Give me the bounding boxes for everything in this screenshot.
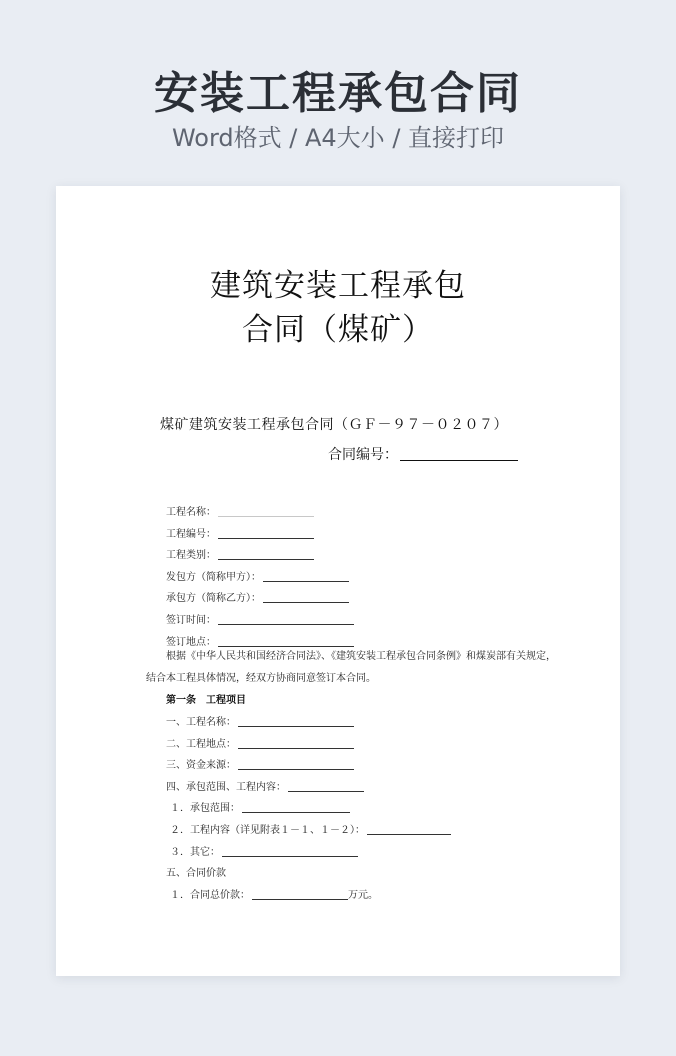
field-label: 工程编号： — [166, 528, 216, 540]
item-label: １．合同总价款： — [170, 889, 250, 901]
item-label: ２．工程内容（详见附表１－１、１－２）： — [170, 824, 365, 836]
field-blank[interactable] — [218, 614, 354, 625]
item-label: 一、工程名称： — [166, 717, 236, 728]
field-row — [166, 588, 586, 610]
field-blank[interactable] — [218, 549, 314, 560]
field-row — [166, 567, 586, 589]
contract-number-label: 合同编号： — [328, 447, 398, 463]
field-row — [166, 610, 586, 632]
field-blank[interactable] — [218, 636, 354, 647]
contract-number — [328, 444, 518, 464]
item-label: 五、合同价款 — [166, 868, 226, 880]
item-row — [166, 777, 451, 799]
field-blank[interactable] — [218, 506, 314, 517]
banner-subtitle: Word格式 / A4大小 / 直接打印 — [171, 124, 505, 152]
item-label: １．承包范围： — [170, 803, 240, 815]
item-suffix: 万元。 — [348, 889, 378, 901]
item-blank[interactable] — [252, 889, 348, 900]
item-row — [166, 798, 451, 820]
field-label: 签订地点： — [166, 636, 216, 648]
item-blank[interactable] — [242, 802, 350, 813]
item-label: 四、承包范围、工程内容： — [166, 781, 286, 793]
document-page — [56, 186, 620, 976]
article-1-items — [166, 712, 451, 906]
document-title-line-1: 建筑安装工程承包 — [210, 268, 466, 304]
item-row — [166, 842, 451, 864]
item-blank[interactable] — [238, 716, 354, 727]
item-label: 二、工程地点： — [166, 738, 236, 750]
document-title-line-2: 合同（煤矿） — [242, 312, 434, 348]
document-title — [56, 264, 620, 352]
item-row — [166, 712, 451, 734]
item-row — [166, 820, 451, 842]
header-fields — [166, 502, 586, 653]
item-label: 三、资金来源： — [166, 760, 236, 772]
item-row — [166, 885, 451, 907]
field-blank[interactable] — [263, 571, 349, 582]
field-blank[interactable] — [263, 592, 349, 603]
item-blank[interactable] — [222, 846, 358, 857]
intro-paragraph-line-1: 根据《中华人民共和国经济合同法》、《建筑安装工程承包合同条例》和煤炭部有关规定， — [166, 651, 556, 662]
item-blank[interactable] — [238, 759, 354, 770]
field-label: 工程名称： — [166, 507, 216, 518]
item-label: ３．其它： — [170, 846, 220, 858]
field-blank[interactable] — [218, 528, 314, 539]
field-row — [166, 502, 586, 524]
item-row — [166, 755, 451, 777]
field-label: 承包方（简称乙方）： — [166, 593, 261, 605]
field-label: 签订时间： — [166, 614, 216, 626]
article-1-title: 第一条 工程项目 — [166, 695, 246, 706]
item-blank[interactable] — [238, 738, 354, 749]
item-row — [166, 734, 451, 756]
item-blank[interactable] — [288, 781, 364, 792]
contract-number-blank[interactable] — [400, 446, 518, 461]
item-row — [166, 863, 451, 885]
banner-title: 安装工程承包合同 — [154, 68, 522, 119]
field-row — [166, 545, 586, 567]
item-blank[interactable] — [367, 824, 451, 835]
field-label: 工程类别： — [166, 550, 216, 562]
intro-paragraph-line-2: 结合本工程具体情况，经双方协商同意签订本合同。 — [146, 673, 376, 684]
field-row — [166, 524, 586, 546]
field-label: 发包方（简称甲方）： — [166, 571, 261, 583]
contract-subheading: 煤矿建筑安装工程承包合同（ＧＦ－９７－０２０７） — [160, 417, 508, 433]
